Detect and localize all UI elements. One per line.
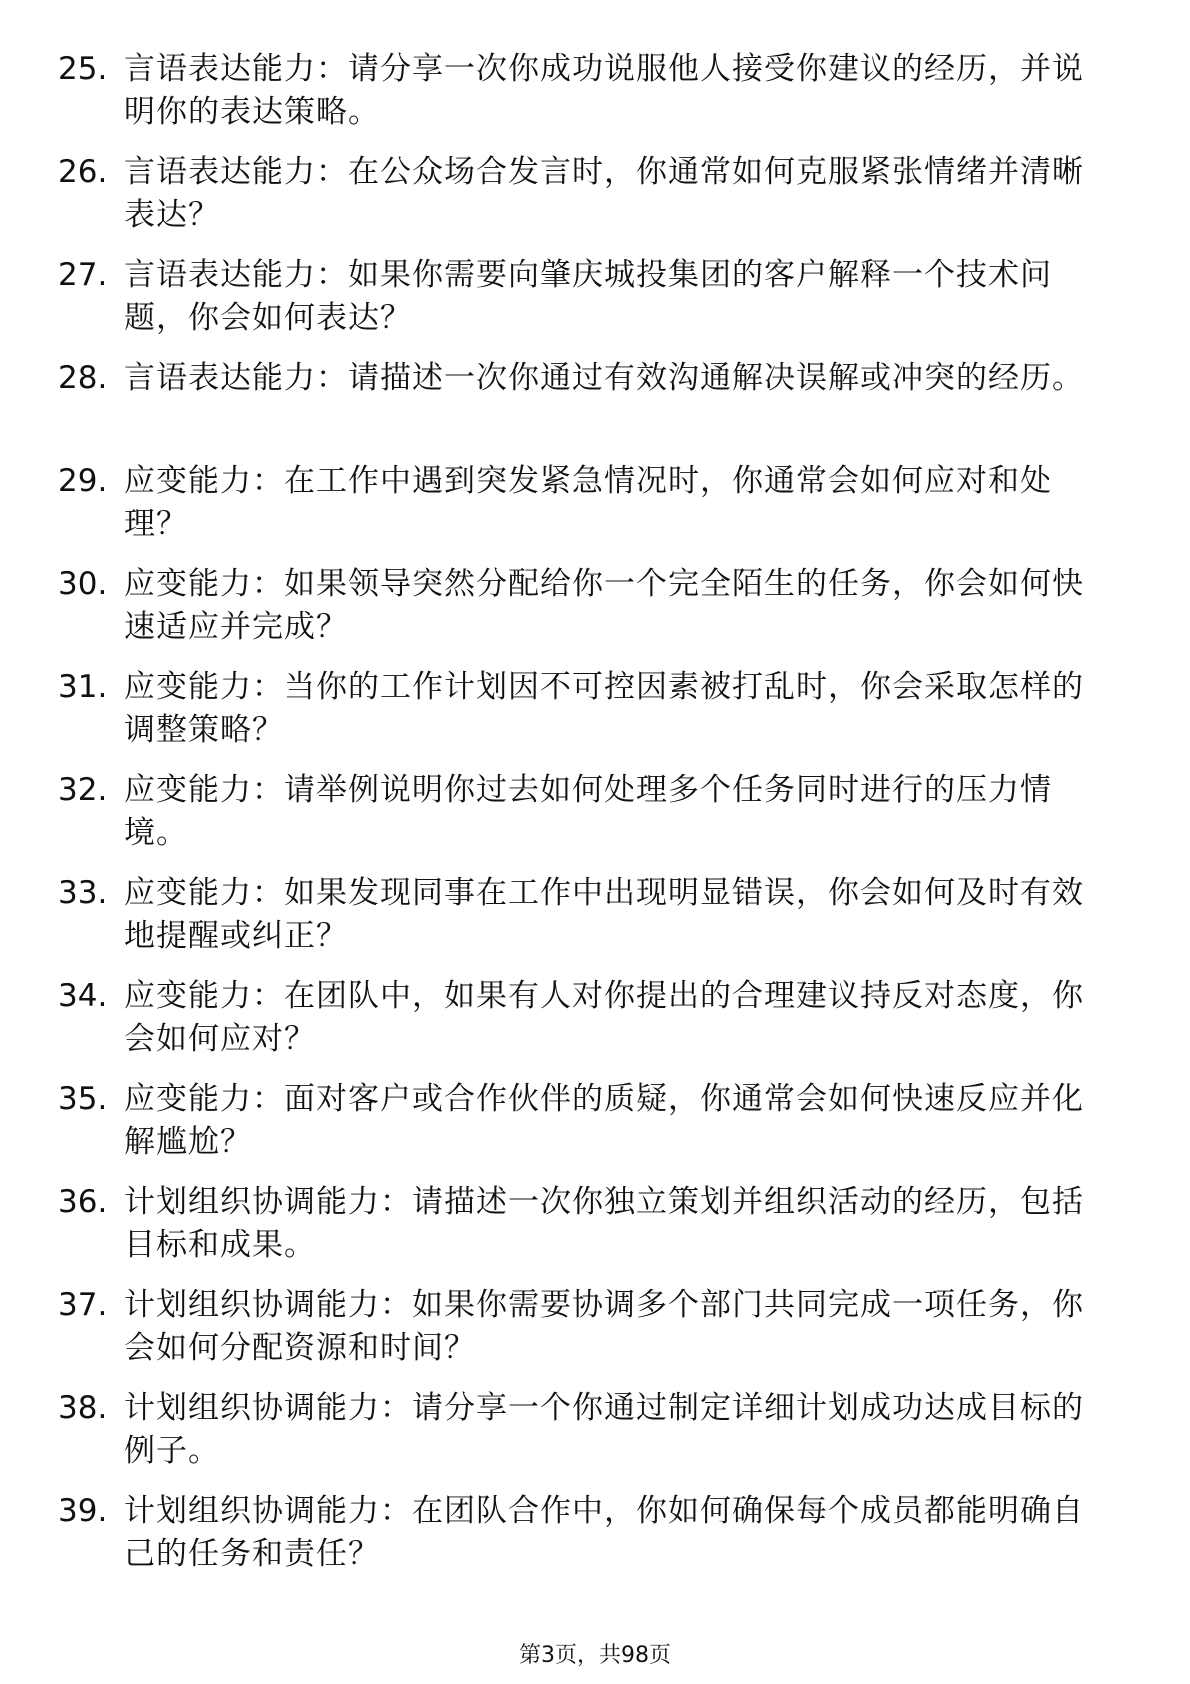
question-text: 计划组织协调能力：如果你需要协调多个部门共同完成一项任务，你会如何分配资源和时间？ bbox=[124, 1287, 1084, 1366]
list-item bbox=[58, 872, 1108, 975]
question-text: 言语表达能力：在公众场合发言时，你通常如何克服紧张情绪并清晰表达？ bbox=[124, 154, 1084, 233]
question-list bbox=[58, 48, 1108, 1593]
list-item bbox=[58, 1181, 1108, 1284]
list-item bbox=[58, 1078, 1108, 1181]
question-number: 29. bbox=[58, 463, 108, 499]
question-text: 计划组织协调能力：请分享一个你通过制定详细计划成功达成目标的例子。 bbox=[124, 1390, 1084, 1469]
question-text: 应变能力：面对客户或合作伙伴的质疑，你通常会如何快速反应并化解尴尬？ bbox=[124, 1081, 1084, 1160]
question-text: 应变能力：在工作中遇到突发紧急情况时，你通常会如何应对和处理？ bbox=[124, 463, 1052, 542]
question-number: 30. bbox=[58, 566, 108, 602]
question-number: 35. bbox=[58, 1081, 108, 1117]
question-number: 25. bbox=[58, 51, 108, 87]
list-item bbox=[58, 975, 1108, 1078]
question-number: 28. bbox=[58, 360, 108, 396]
list-item bbox=[58, 666, 1108, 769]
question-text: 言语表达能力：请分享一次你成功说服他人接受你建议的经历，并说明你的表达策略。 bbox=[124, 51, 1084, 130]
list-item bbox=[58, 460, 1108, 563]
question-text: 应变能力：如果领导突然分配给你一个完全陌生的任务，你会如何快速适应并完成？ bbox=[124, 566, 1084, 645]
question-number: 38. bbox=[58, 1390, 108, 1426]
page-footer: 第3页，共98页 bbox=[519, 1643, 671, 1668]
question-text: 应变能力：当你的工作计划因不可控因素被打乱时，你会采取怎样的调整策略？ bbox=[124, 669, 1084, 748]
question-number: 31. bbox=[58, 669, 108, 705]
question-number: 36. bbox=[58, 1184, 108, 1220]
question-number: 33. bbox=[58, 875, 108, 911]
question-text: 应变能力：如果发现同事在工作中出现明显错误，你会如何及时有效地提醒或纠正？ bbox=[124, 875, 1084, 954]
question-number: 32. bbox=[58, 772, 108, 808]
list-item bbox=[58, 563, 1108, 666]
question-text: 应变能力：在团队中，如果有人对你提出的合理建议持反对态度，你会如何应对？ bbox=[124, 978, 1084, 1057]
question-number: 37. bbox=[58, 1287, 108, 1323]
question-number: 39. bbox=[58, 1493, 108, 1529]
list-item bbox=[58, 48, 1108, 151]
question-number: 27. bbox=[58, 257, 108, 293]
question-text: 言语表达能力：如果你需要向肇庆城投集团的客户解释一个技术问题，你会如何表达？ bbox=[124, 257, 1052, 336]
list-item bbox=[58, 1387, 1108, 1490]
question-text: 计划组织协调能力：请描述一次你独立策划并组织活动的经历，包括目标和成果。 bbox=[124, 1184, 1084, 1263]
list-item bbox=[58, 151, 1108, 254]
list-item bbox=[58, 1284, 1108, 1387]
list-item bbox=[58, 1490, 1108, 1593]
question-text: 言语表达能力：请描述一次你通过有效沟通解决误解或冲突的经历。 bbox=[124, 360, 1084, 396]
question-number: 26. bbox=[58, 154, 108, 190]
question-text: 应变能力：请举例说明你过去如何处理多个任务同时进行的压力情境。 bbox=[124, 772, 1052, 851]
list-item bbox=[58, 357, 1108, 460]
question-text: 计划组织协调能力：在团队合作中，你如何确保每个成员都能明确自己的任务和责任？ bbox=[124, 1493, 1084, 1572]
question-number: 34. bbox=[58, 978, 108, 1014]
list-item bbox=[58, 254, 1108, 357]
list-item bbox=[58, 769, 1108, 872]
